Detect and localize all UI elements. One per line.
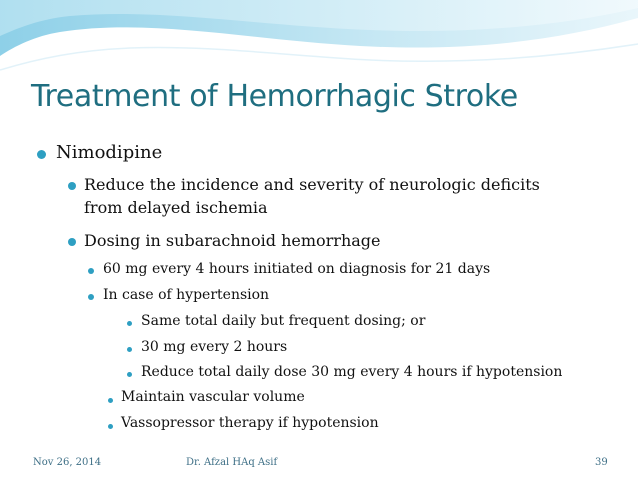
bullet-reduce-incidence: Reduce the incidence and severity of neurologic deficits	[84, 175, 540, 194]
footer-date: Nov 26, 2014	[33, 457, 102, 468]
slide-title: Treatment of Hemorrhagic Stroke	[31, 79, 518, 114]
footer-page-number: 39	[595, 457, 608, 468]
bullet-vassopressor: Vassopressor therapy if hypotension	[121, 415, 379, 431]
bullet-30mg: 30 mg every 2 hours	[141, 339, 288, 355]
bullet-hypertension: In case of hypertension	[103, 287, 270, 303]
bullet-reduce-daily: Reduce total daily dose 30 mg every 4 hours if hypotension	[141, 364, 563, 380]
bullet-dosing-sah: Dosing in subarachnoid hemorrhage	[84, 231, 381, 250]
bullet-icon	[127, 347, 132, 352]
bullet-60mg: 60 mg every 4 hours initiated on diagnosis for 21 days	[103, 261, 491, 277]
bullet-icon	[68, 238, 76, 246]
bullet-icon	[108, 424, 113, 429]
bullet-same-total: Same total daily but frequent dosing; or	[141, 313, 426, 329]
bullet-icon	[88, 268, 94, 274]
bullet-nimodipine: Nimodipine	[56, 142, 163, 163]
bullet-icon	[37, 150, 46, 159]
header-wave-decoration	[0, 0, 638, 80]
bullet-reduce-incidence-cont: from delayed ischemia	[84, 198, 268, 217]
bullet-vascular-volume: Maintain vascular volume	[121, 389, 305, 405]
bullet-icon	[127, 372, 132, 377]
bullet-icon	[127, 321, 132, 326]
bullet-icon	[108, 398, 113, 403]
footer-author: Dr. Afzal HAq Asif	[186, 457, 278, 468]
bullet-icon	[68, 182, 76, 190]
bullet-icon	[88, 294, 94, 300]
